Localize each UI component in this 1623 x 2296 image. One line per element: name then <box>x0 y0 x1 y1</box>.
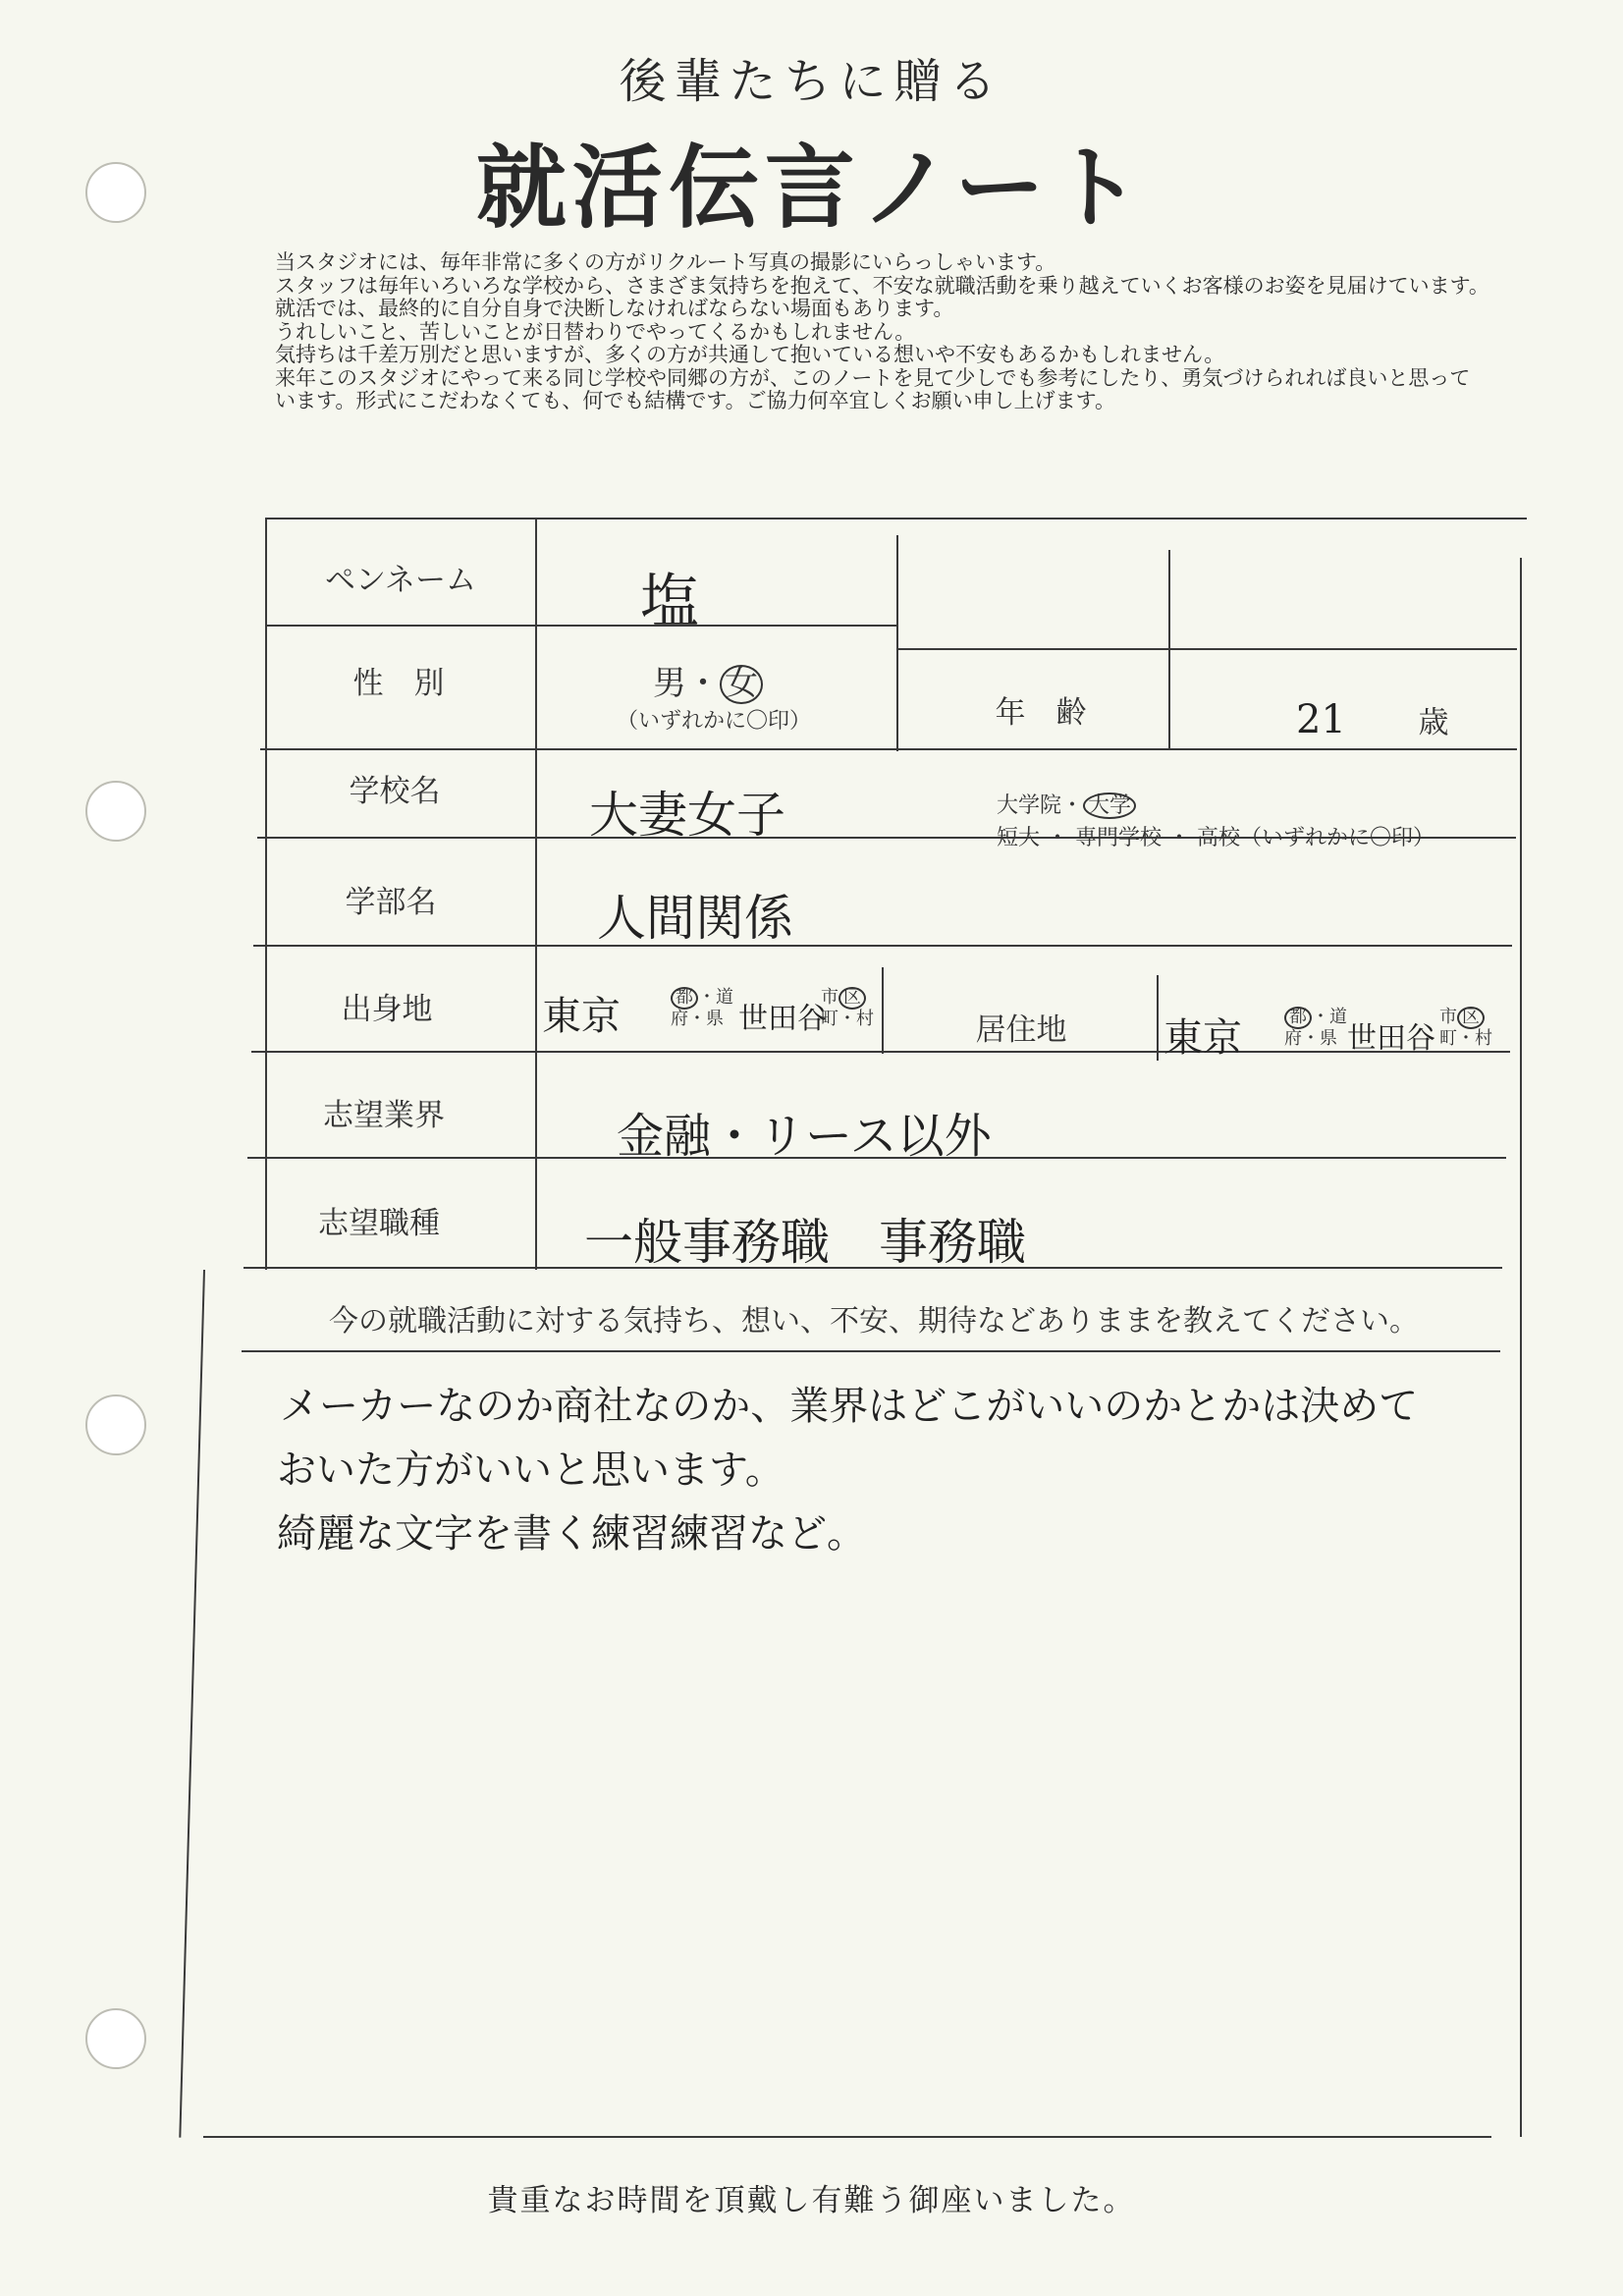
residence-label-divider <box>1157 975 1159 1061</box>
birthplace-label: 出身地 <box>341 992 433 1027</box>
form-border-right <box>1520 558 1522 2137</box>
gender-label: 性 別 <box>352 666 445 701</box>
school-type-line2: 短大 ・ 専門学校 ・ 高校（いずれかに〇印） <box>997 826 1434 850</box>
residence-city-kind-line2: 町・村 <box>1439 1027 1492 1049</box>
gender-male-option[interactable]: 男 <box>653 664 686 703</box>
pen-name-value[interactable]: 塩 <box>640 568 699 636</box>
intro-line: 気持ちは千差万別だと思いますが、多くの方が共通して抱いている想いや不安もあるかもしれません。 <box>275 343 1225 366</box>
school-type-separator: ・ <box>1061 793 1084 818</box>
residence-pref[interactable]: 東京 <box>1163 1015 1242 1061</box>
birthplace-city-kind-line2: 町・村 <box>821 1008 874 1029</box>
job-value[interactable]: 一般事務職 事務職 <box>584 1214 1026 1271</box>
intro-line: 当スタジオには、毎年非常に多くの方がリクルート写真の撮影にいらっしゃいます。 <box>275 250 1056 274</box>
gender-female-option-circled[interactable]: 女 <box>720 665 763 704</box>
birthplace-pref[interactable]: 東京 <box>542 994 621 1039</box>
intro-line: 来年このスタジオにやって来る同じ学校や同郷の方が、このノートを見て少しでも参考にしたり、勇気づけられれば良いと思って <box>275 365 1471 390</box>
footer-thanks: 貴重なお時間を頂戴し有難う御座いました。 <box>487 2183 1136 2218</box>
intro-line: うれしいこと、苦しいことが日替わりでやってくるかもしれません。 <box>275 319 916 344</box>
birthplace-pref-kind-rest: ・道 <box>698 987 733 1008</box>
job-label: 志望職種 <box>318 1206 440 1241</box>
residence-label: 居住地 <box>975 1012 1067 1048</box>
residence-city-kind-circled[interactable]: 区 <box>1457 1007 1485 1029</box>
message-line[interactable]: おいた方がいいと思います。 <box>277 1448 784 1493</box>
row-divider-birthplace <box>251 1051 1510 1053</box>
birthplace-city-kind-circled[interactable]: 区 <box>839 987 866 1010</box>
intro-line: 就活では、最終的に自分自身で決断しなければならない場面もあります。 <box>275 297 954 320</box>
birthplace-pref-kind-circled[interactable]: 都 <box>671 987 698 1010</box>
gender-separator: ・ <box>686 664 720 703</box>
pre-title: 後輩たちに贈る <box>619 54 1004 109</box>
school-type-grad[interactable]: 大学院 <box>997 793 1062 818</box>
form-border-top <box>265 518 1527 519</box>
birthplace-city-kind <box>821 987 874 1029</box>
intro-line: スタッフは毎年いろいろな学校から、さまざま気持ちを抱えて、不安な就職活動を乗り越えていくお客様のお姿を見届けています。 <box>275 273 1489 298</box>
gender-options[interactable] <box>653 656 763 704</box>
industry-value[interactable]: 金融・リース以外 <box>617 1109 992 1164</box>
intro-line: います。形式にこだわなくても、何でも結構です。ご協力何卒宜しくお願い申し上げます。 <box>275 389 1115 412</box>
school-type-line1 <box>997 789 1136 819</box>
birthplace-pref-kind <box>671 987 733 1029</box>
residence-city-kind-a: 市 <box>1439 1007 1457 1027</box>
school-value[interactable]: 大妻女子 <box>589 787 785 844</box>
residence-left-divider <box>882 967 884 1054</box>
row-divider-penname <box>265 625 898 627</box>
label-column-divider <box>535 518 537 1270</box>
residence-city-kind <box>1439 1007 1492 1049</box>
residence-city[interactable]: 世田谷 <box>1347 1021 1435 1056</box>
gender-note: （いずれかに〇印） <box>617 709 812 734</box>
row-divider-gender <box>260 748 1517 750</box>
industry-label: 志望業界 <box>323 1098 445 1133</box>
pen-name-label: ペンネーム <box>324 563 477 598</box>
form-border-bottom <box>203 2136 1491 2138</box>
residence-pref-kind-rest: ・道 <box>1312 1007 1347 1027</box>
penname-right-divider <box>896 535 898 751</box>
row-divider-faculty <box>253 945 1512 947</box>
residence-pref-kind-circled[interactable]: 都 <box>1284 1007 1312 1029</box>
message-line[interactable]: メーカーなのか商社なのか、業界はどこがいいのかとかは決めて <box>280 1384 1419 1429</box>
age-unit: 歳 <box>1418 705 1449 740</box>
age-value[interactable]: 21 <box>1296 697 1346 742</box>
message-prompt: 今の就職活動に対する気持ち、想い、不安、期待などありままを教えてください。 <box>329 1304 1419 1339</box>
age-value-divider <box>1168 550 1170 748</box>
form-border-left-lower <box>179 1270 205 2138</box>
age-label: 年 齢 <box>995 695 1087 731</box>
faculty-label: 学部名 <box>345 885 437 920</box>
page-title: 就活伝言ノート <box>475 136 1148 241</box>
birthplace-city-kind-a: 市 <box>821 987 839 1008</box>
residence-pref-kind <box>1284 1007 1347 1049</box>
school-type-univ-circled[interactable]: 大学 <box>1083 793 1136 819</box>
birthplace-pref-kind-line2: 府・県 <box>671 1008 724 1029</box>
school-label: 学校名 <box>349 774 441 809</box>
residence-pref-kind-line2: 府・県 <box>1284 1027 1337 1049</box>
row-divider-age-top <box>898 648 1517 650</box>
faculty-value[interactable]: 人間関係 <box>597 890 793 947</box>
birthplace-city[interactable]: 世田谷 <box>738 1002 827 1036</box>
message-line[interactable]: 綺麗な文字を書く練習練習など。 <box>277 1511 866 1557</box>
row-divider-prompt <box>242 1350 1500 1352</box>
